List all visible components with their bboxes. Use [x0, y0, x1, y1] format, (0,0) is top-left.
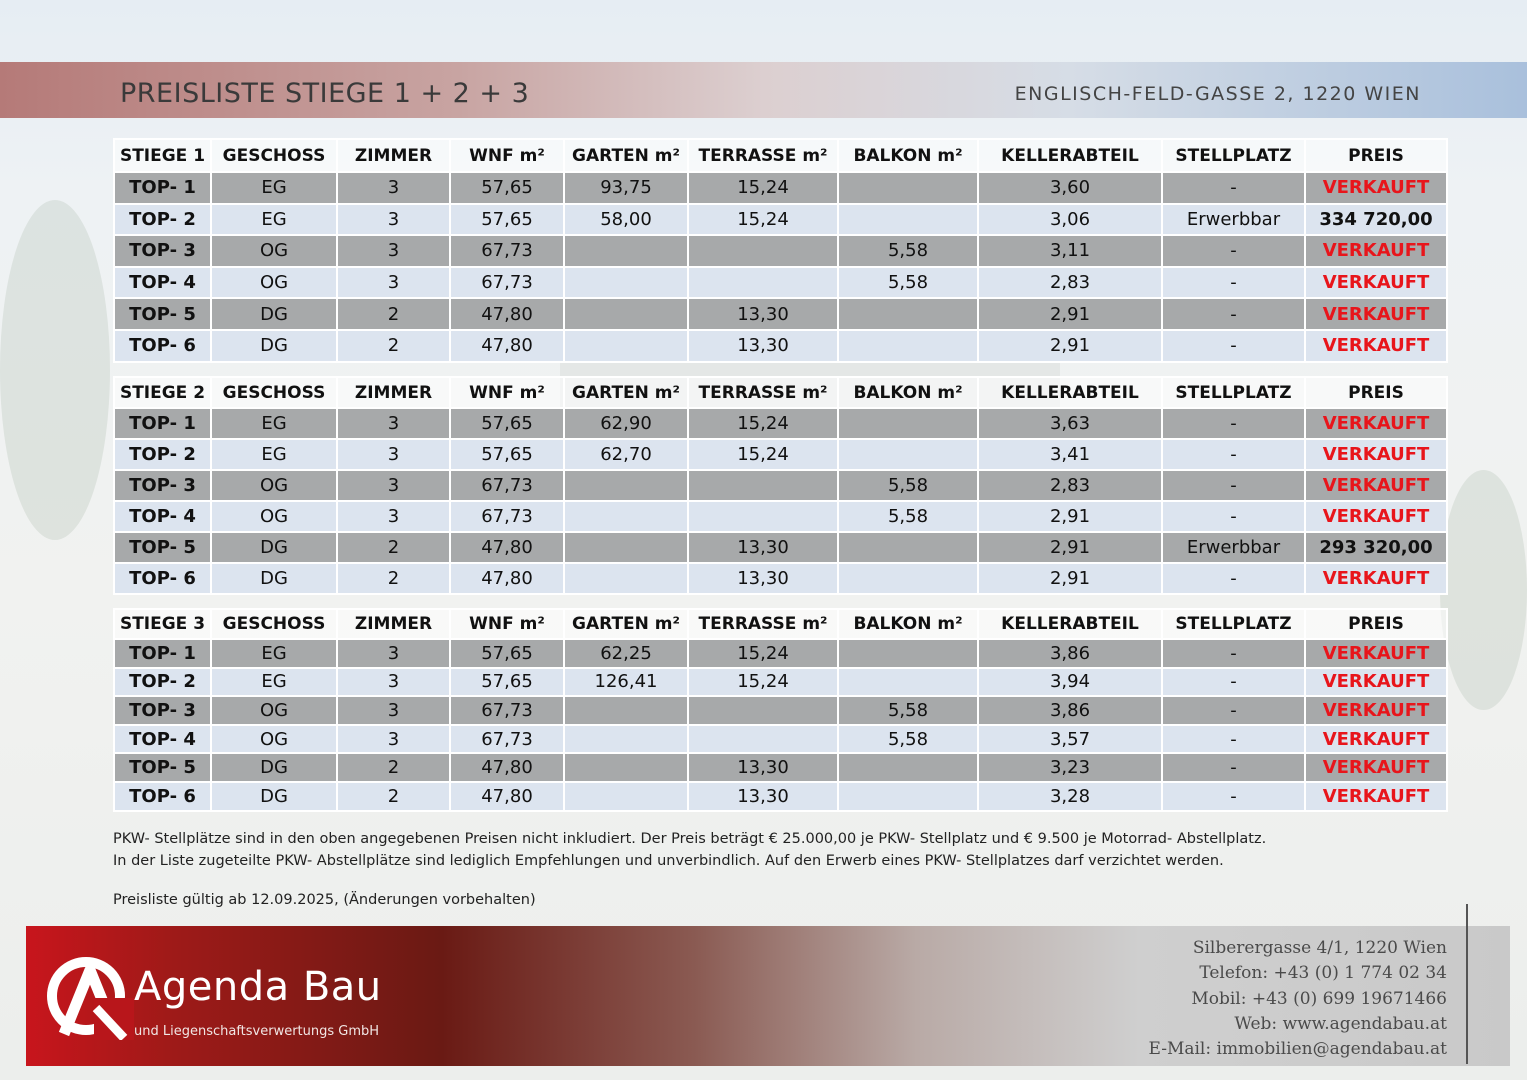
table-row	[114, 696, 1447, 725]
stellplatz-cell: -	[1162, 563, 1305, 594]
company-name: Agenda Bau	[134, 964, 382, 1010]
top-unit-cell: TOP- 2	[114, 204, 211, 236]
column-header: GESCHOSS	[211, 377, 337, 408]
price-cell: VERKAUFT	[1305, 439, 1447, 470]
geschoss-cell: OG	[211, 501, 337, 532]
wnf-cell: 67,73	[450, 696, 564, 725]
page-title: PREISLISTE STIEGE 1 + 2 + 3	[120, 78, 530, 109]
zimmer-cell: 3	[337, 267, 450, 299]
terrasse-cell	[688, 725, 838, 754]
balkon-cell: 5,58	[838, 696, 978, 725]
balkon-cell	[838, 439, 978, 470]
contact-phone: Telefon: +43 (0) 1 774 02 34	[1199, 963, 1447, 984]
column-header: KELLERABTEIL	[978, 609, 1162, 639]
table-row	[114, 204, 1447, 236]
garten-cell	[564, 563, 688, 594]
column-header: GARTEN m²	[564, 609, 688, 639]
garten-cell	[564, 330, 688, 362]
contact-web[interactable]: Web: www.agendabau.at	[1234, 1013, 1447, 1034]
geschoss-cell: DG	[211, 298, 337, 330]
terrasse-cell	[688, 696, 838, 725]
price-cell: VERKAUFT	[1305, 267, 1447, 299]
stellplatz-cell: -	[1162, 753, 1305, 782]
table-row	[114, 753, 1447, 782]
column-header: BALKON m²	[838, 377, 978, 408]
column-header: GARTEN m²	[564, 377, 688, 408]
balkon-cell: 5,58	[838, 501, 978, 532]
geschoss-cell: EG	[211, 172, 337, 204]
wnf-cell: 67,73	[450, 725, 564, 754]
wnf-cell: 57,65	[450, 172, 564, 204]
price-cell: VERKAUFT	[1305, 696, 1447, 725]
price-cell: VERKAUFT	[1305, 408, 1447, 439]
garten-cell: 62,25	[564, 639, 688, 668]
garten-cell	[564, 782, 688, 811]
garten-cell: 126,41	[564, 668, 688, 697]
terrasse-cell: 15,24	[688, 408, 838, 439]
stellplatz-cell: -	[1162, 172, 1305, 204]
garten-cell: 62,90	[564, 408, 688, 439]
table-row	[114, 501, 1447, 532]
table-row	[114, 330, 1447, 362]
zimmer-cell: 3	[337, 408, 450, 439]
parking-note-line-1: PKW- Stellplätze sind in den oben angegebenen Preisen nicht inkludiert. Der Preis beträgt € 25.000,00 je PKW- Stellplatz und € 9.500 je Motorrad- Abstellplatz.	[113, 831, 1267, 847]
column-header: ZIMMER	[337, 377, 450, 408]
geschoss-cell: OG	[211, 725, 337, 754]
stellplatz-cell: -	[1162, 725, 1305, 754]
zimmer-cell: 2	[337, 532, 450, 563]
stellplatz-cell: -	[1162, 501, 1305, 532]
stellplatz-cell: -	[1162, 235, 1305, 267]
geschoss-cell: DG	[211, 563, 337, 594]
top-unit-cell: TOP- 2	[114, 668, 211, 697]
zimmer-cell: 3	[337, 172, 450, 204]
balkon-cell	[838, 204, 978, 236]
geschoss-cell: DG	[211, 532, 337, 563]
balkon-cell: 5,58	[838, 470, 978, 501]
keller-cell: 3,94	[978, 668, 1162, 697]
terrasse-cell: 13,30	[688, 532, 838, 563]
table-header-row	[114, 609, 1447, 639]
balkon-cell: 5,58	[838, 725, 978, 754]
zimmer-cell: 3	[337, 501, 450, 532]
balkon-cell: 5,58	[838, 267, 978, 299]
zimmer-cell: 3	[337, 696, 450, 725]
garten-cell	[564, 298, 688, 330]
price-cell: VERKAUFT	[1305, 501, 1447, 532]
balkon-cell	[838, 753, 978, 782]
zimmer-cell: 2	[337, 563, 450, 594]
price-cell: VERKAUFT	[1305, 639, 1447, 668]
top-unit-cell: TOP- 4	[114, 501, 211, 532]
top-unit-cell: TOP- 3	[114, 235, 211, 267]
top-unit-cell: TOP- 3	[114, 470, 211, 501]
price-cell: VERKAUFT	[1305, 725, 1447, 754]
balkon-cell	[838, 563, 978, 594]
geschoss-cell: OG	[211, 470, 337, 501]
stellplatz-cell: -	[1162, 298, 1305, 330]
stiege-label: STIEGE 1	[114, 139, 211, 172]
balkon-cell: 5,58	[838, 235, 978, 267]
stellplatz-cell: -	[1162, 668, 1305, 697]
agenda-bau-logo-icon	[44, 948, 134, 1040]
zimmer-cell: 2	[337, 330, 450, 362]
keller-cell: 3,23	[978, 753, 1162, 782]
property-address: ENGLISCH-FELD-GASSE 2, 1220 WIEN	[1014, 83, 1421, 105]
wnf-cell: 67,73	[450, 267, 564, 299]
zimmer-cell: 3	[337, 439, 450, 470]
column-header: PREIS	[1305, 139, 1447, 172]
wnf-cell: 67,73	[450, 235, 564, 267]
geschoss-cell: DG	[211, 330, 337, 362]
garten-cell	[564, 696, 688, 725]
top-unit-cell: TOP- 6	[114, 330, 211, 362]
geschoss-cell: OG	[211, 696, 337, 725]
column-header: BALKON m²	[838, 139, 978, 172]
zimmer-cell: 2	[337, 298, 450, 330]
balkon-cell	[838, 782, 978, 811]
terrasse-cell: 15,24	[688, 439, 838, 470]
top-unit-cell: TOP- 1	[114, 408, 211, 439]
geschoss-cell: EG	[211, 439, 337, 470]
validity-note: Preisliste gültig ab 12.09.2025, (Änderungen vorbehalten)	[113, 892, 536, 908]
price-table-stiege-2	[113, 376, 1448, 595]
table-row	[114, 235, 1447, 267]
column-header: TERRASSE m²	[688, 139, 838, 172]
stellplatz-cell: -	[1162, 267, 1305, 299]
top-unit-cell: TOP- 3	[114, 696, 211, 725]
garten-cell	[564, 501, 688, 532]
terrasse-cell: 15,24	[688, 668, 838, 697]
table-row	[114, 668, 1447, 697]
price-cell: 293 320,00	[1305, 532, 1447, 563]
contact-address: Silberergasse 4/1, 1220 Wien	[1192, 938, 1447, 958]
keller-cell: 2,91	[978, 501, 1162, 532]
keller-cell: 3,63	[978, 408, 1162, 439]
top-unit-cell: TOP- 6	[114, 782, 211, 811]
top-unit-cell: TOP- 6	[114, 563, 211, 594]
background-tree	[0, 200, 110, 540]
column-header: KELLERABTEIL	[978, 139, 1162, 172]
garten-cell	[564, 725, 688, 754]
wnf-cell: 57,65	[450, 204, 564, 236]
zimmer-cell: 3	[337, 470, 450, 501]
keller-cell: 3,60	[978, 172, 1162, 204]
table-header-row	[114, 377, 1447, 408]
keller-cell: 2,91	[978, 532, 1162, 563]
wnf-cell: 67,73	[450, 470, 564, 501]
table-row	[114, 563, 1447, 594]
stellplatz-cell: -	[1162, 439, 1305, 470]
top-unit-cell: TOP- 1	[114, 639, 211, 668]
table-row	[114, 298, 1447, 330]
price-cell: VERKAUFT	[1305, 298, 1447, 330]
stellplatz-cell: -	[1162, 470, 1305, 501]
garten-cell	[564, 470, 688, 501]
column-header: STELLPLATZ	[1162, 609, 1305, 639]
price-table-stiege-3	[113, 608, 1448, 812]
keller-cell: 3,28	[978, 782, 1162, 811]
price-cell: VERKAUFT	[1305, 330, 1447, 362]
wnf-cell: 57,65	[450, 439, 564, 470]
price-cell: VERKAUFT	[1305, 563, 1447, 594]
price-cell: VERKAUFT	[1305, 470, 1447, 501]
garten-cell: 93,75	[564, 172, 688, 204]
terrasse-cell: 15,24	[688, 172, 838, 204]
keller-cell: 3,86	[978, 696, 1162, 725]
footer-divider	[1466, 904, 1468, 1064]
keller-cell: 3,06	[978, 204, 1162, 236]
price-cell: 334 720,00	[1305, 204, 1447, 236]
zimmer-cell: 2	[337, 782, 450, 811]
keller-cell: 2,91	[978, 298, 1162, 330]
keller-cell: 2,91	[978, 563, 1162, 594]
table-row	[114, 408, 1447, 439]
top-unit-cell: TOP- 4	[114, 267, 211, 299]
table-row	[114, 470, 1447, 501]
keller-cell: 2,91	[978, 330, 1162, 362]
table-row	[114, 267, 1447, 299]
balkon-cell	[838, 639, 978, 668]
top-unit-cell: TOP- 5	[114, 532, 211, 563]
contact-email[interactable]: E-Mail: immobilien@agendabau.at	[1148, 1039, 1447, 1060]
keller-cell: 2,83	[978, 267, 1162, 299]
top-unit-cell: TOP- 2	[114, 439, 211, 470]
wnf-cell: 67,73	[450, 501, 564, 532]
terrasse-cell: 15,24	[688, 204, 838, 236]
geschoss-cell: DG	[211, 782, 337, 811]
table-row	[114, 782, 1447, 811]
wnf-cell: 47,80	[450, 330, 564, 362]
stellplatz-cell: -	[1162, 330, 1305, 362]
balkon-cell	[838, 172, 978, 204]
keller-cell: 3,11	[978, 235, 1162, 267]
geschoss-cell: EG	[211, 408, 337, 439]
stellplatz-cell: -	[1162, 782, 1305, 811]
stellplatz-cell: -	[1162, 408, 1305, 439]
garten-cell: 58,00	[564, 204, 688, 236]
terrasse-cell: 13,30	[688, 782, 838, 811]
terrasse-cell	[688, 501, 838, 532]
column-header: WNF m²	[450, 377, 564, 408]
garten-cell	[564, 235, 688, 267]
column-header: WNF m²	[450, 139, 564, 172]
column-header: GESCHOSS	[211, 609, 337, 639]
zimmer-cell: 3	[337, 725, 450, 754]
zimmer-cell: 3	[337, 639, 450, 668]
parking-note-line-2: In der Liste zugeteilte PKW- Abstellplätze sind lediglich Empfehlungen und unverbindlich. Auf den Erwerb eines PKW- Stellplatzes darf verzichtet werden.	[113, 853, 1224, 869]
geschoss-cell: OG	[211, 267, 337, 299]
price-cell: VERKAUFT	[1305, 235, 1447, 267]
zimmer-cell: 3	[337, 204, 450, 236]
keller-cell: 3,57	[978, 725, 1162, 754]
stiege-label: STIEGE 2	[114, 377, 211, 408]
keller-cell: 3,41	[978, 439, 1162, 470]
column-header: STELLPLATZ	[1162, 377, 1305, 408]
table-row	[114, 172, 1447, 204]
keller-cell: 3,86	[978, 639, 1162, 668]
terrasse-cell: 13,30	[688, 753, 838, 782]
price-cell: VERKAUFT	[1305, 668, 1447, 697]
terrasse-cell: 13,30	[688, 330, 838, 362]
geschoss-cell: EG	[211, 204, 337, 236]
balkon-cell	[838, 532, 978, 563]
wnf-cell: 47,80	[450, 298, 564, 330]
geschoss-cell: OG	[211, 235, 337, 267]
table-row	[114, 439, 1447, 470]
price-cell: VERKAUFT	[1305, 782, 1447, 811]
terrasse-cell: 15,24	[688, 639, 838, 668]
price-table-stiege-1	[113, 138, 1448, 363]
column-header: PREIS	[1305, 377, 1447, 408]
top-unit-cell: TOP- 1	[114, 172, 211, 204]
wnf-cell: 57,65	[450, 668, 564, 697]
wnf-cell: 47,80	[450, 753, 564, 782]
terrasse-cell: 13,30	[688, 563, 838, 594]
balkon-cell	[838, 330, 978, 362]
geschoss-cell: EG	[211, 639, 337, 668]
contact-mobile: Mobil: +43 (0) 699 19671466	[1191, 988, 1447, 1009]
geschoss-cell: DG	[211, 753, 337, 782]
table-header-row	[114, 139, 1447, 172]
garten-cell	[564, 267, 688, 299]
contact-block	[1027, 936, 1447, 1062]
garten-cell: 62,70	[564, 439, 688, 470]
balkon-cell	[838, 408, 978, 439]
top-unit-cell: TOP- 5	[114, 298, 211, 330]
wnf-cell: 57,65	[450, 408, 564, 439]
column-header: ZIMMER	[337, 139, 450, 172]
zimmer-cell: 2	[337, 753, 450, 782]
stiege-label: STIEGE 3	[114, 609, 211, 639]
terrasse-cell: 13,30	[688, 298, 838, 330]
price-cell: VERKAUFT	[1305, 172, 1447, 204]
zimmer-cell: 3	[337, 235, 450, 267]
terrasse-cell	[688, 470, 838, 501]
garten-cell	[564, 753, 688, 782]
column-header: GESCHOSS	[211, 139, 337, 172]
stellplatz-cell: -	[1162, 696, 1305, 725]
column-header: STELLPLATZ	[1162, 139, 1305, 172]
column-header: ZIMMER	[337, 609, 450, 639]
terrasse-cell	[688, 267, 838, 299]
wnf-cell: 47,80	[450, 563, 564, 594]
column-header: WNF m²	[450, 609, 564, 639]
stellplatz-cell: Erwerbbar	[1162, 204, 1305, 236]
keller-cell: 2,83	[978, 470, 1162, 501]
top-unit-cell: TOP- 5	[114, 753, 211, 782]
column-header: GARTEN m²	[564, 139, 688, 172]
column-header: TERRASSE m²	[688, 377, 838, 408]
stellplatz-cell: -	[1162, 639, 1305, 668]
table-row	[114, 639, 1447, 668]
wnf-cell: 47,80	[450, 532, 564, 563]
balkon-cell	[838, 668, 978, 697]
geschoss-cell: EG	[211, 668, 337, 697]
column-header: KELLERABTEIL	[978, 377, 1162, 408]
zimmer-cell: 3	[337, 668, 450, 697]
company-subtitle: und Liegenschaftsverwertungs GmbH	[134, 1024, 380, 1039]
background-tree	[1440, 470, 1527, 710]
wnf-cell: 57,65	[450, 639, 564, 668]
parking-notes	[113, 828, 1413, 872]
column-header: PREIS	[1305, 609, 1447, 639]
terrasse-cell	[688, 235, 838, 267]
balkon-cell	[838, 298, 978, 330]
garten-cell	[564, 532, 688, 563]
stellplatz-cell: Erwerbbar	[1162, 532, 1305, 563]
column-header: BALKON m²	[838, 609, 978, 639]
price-cell: VERKAUFT	[1305, 753, 1447, 782]
column-header: TERRASSE m²	[688, 609, 838, 639]
table-row	[114, 532, 1447, 563]
top-unit-cell: TOP- 4	[114, 725, 211, 754]
table-row	[114, 725, 1447, 754]
wnf-cell: 47,80	[450, 782, 564, 811]
